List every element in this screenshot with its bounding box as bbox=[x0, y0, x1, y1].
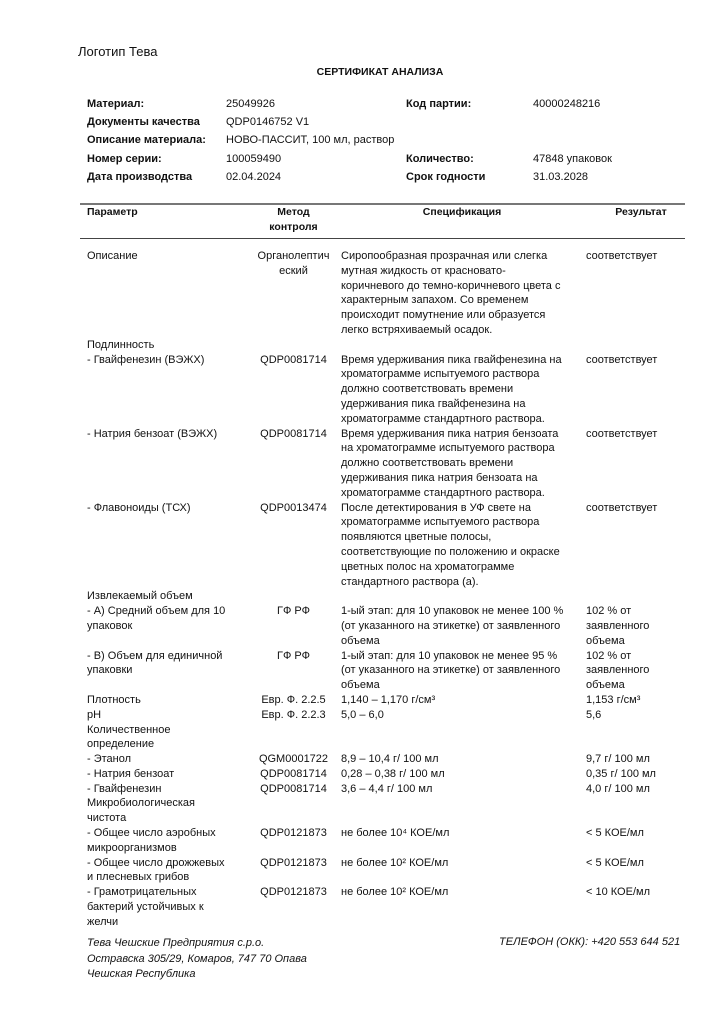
method-cell: QGM0001722 bbox=[258, 753, 329, 766]
meta-value: 02.04.2024 bbox=[226, 171, 282, 183]
method-cell: QDP0121873 bbox=[260, 886, 327, 899]
method-cell: QDP0013474 bbox=[260, 501, 327, 514]
specification-cell: 3,6 – 4,4 г/ 100 мл bbox=[341, 782, 433, 795]
specification-cell: не более 10² КОЕ/мл bbox=[341, 856, 449, 869]
result-cell: 9,7 г/ 100 мл bbox=[586, 753, 650, 766]
meta-row bbox=[87, 115, 687, 133]
table-row bbox=[80, 604, 696, 648]
method-cell bbox=[247, 723, 340, 753]
table-row bbox=[80, 723, 696, 753]
table-row bbox=[80, 856, 696, 886]
table-row bbox=[80, 767, 696, 782]
method-cell: Евр. Ф. 2.2.3 bbox=[261, 708, 326, 721]
logo-placeholder: Логотип Тева bbox=[78, 44, 158, 59]
table-row bbox=[80, 649, 696, 693]
table-row bbox=[80, 427, 696, 501]
meta-label: Материал: bbox=[87, 98, 145, 110]
parameter-cell: pH bbox=[87, 708, 102, 721]
parameter-cell: - Этанол bbox=[87, 753, 132, 766]
column-header-method: Метод контроля bbox=[269, 206, 318, 233]
method-cell bbox=[247, 589, 340, 604]
analysis-table bbox=[80, 205, 696, 930]
result-cell: < 5 КОЕ/мл bbox=[586, 827, 644, 840]
meta-value: 25049926 bbox=[226, 98, 275, 110]
method-cell: QDP0121873 bbox=[260, 827, 327, 840]
meta-label: Номер серии: bbox=[87, 153, 162, 165]
table-row bbox=[80, 501, 696, 590]
result-cell bbox=[583, 338, 696, 353]
method-cell: ГФ РФ bbox=[277, 649, 310, 662]
meta-row bbox=[87, 133, 687, 152]
meta-value: 40000248216 bbox=[533, 98, 601, 110]
table-row bbox=[80, 589, 696, 604]
address-line: Чешская Республика bbox=[87, 968, 196, 980]
company-address bbox=[87, 936, 307, 983]
specification-cell bbox=[340, 338, 583, 353]
parameter-cell: Описание bbox=[87, 250, 138, 262]
specification-cell bbox=[340, 589, 583, 604]
meta-label: Описание материала: bbox=[87, 134, 206, 146]
column-header-parameter: Параметр bbox=[87, 206, 138, 218]
table-row bbox=[80, 693, 696, 708]
specification-cell: не более 10⁴ КОЕ/мл bbox=[341, 827, 450, 840]
specification-cell: 1-ый этап: для 10 упаковок не менее 95 % (от указанного на этикетке) от заявленного объема bbox=[341, 649, 561, 692]
qc-phone: ТЕЛЕФОН (ОКК): +420 553 644 521 bbox=[499, 936, 681, 948]
parameter-cell: - Натрия бензоат (ВЭЖХ) bbox=[87, 427, 218, 440]
table-row bbox=[80, 826, 696, 856]
result-cell: 4,0 г/ 100 мл bbox=[586, 782, 650, 795]
parameter-cell: - Гвайфенезин (ВЭЖХ) bbox=[87, 353, 205, 366]
meta-row bbox=[87, 170, 687, 188]
result-cell: 0,35 г/ 100 мл bbox=[586, 767, 656, 780]
meta-label: Количество: bbox=[406, 153, 474, 165]
result-cell: 1,153 г/см³ bbox=[586, 693, 641, 706]
column-header-result: Результат bbox=[615, 206, 667, 218]
parameter-cell: - Грамотрицательных бактерий устойчивых к желчи bbox=[87, 886, 204, 928]
material-info bbox=[87, 97, 687, 188]
parameter-cell: - Гвайфенезин bbox=[87, 782, 162, 795]
table-row bbox=[80, 353, 696, 427]
method-cell bbox=[247, 796, 340, 826]
result-cell: < 5 КОЕ/мл bbox=[586, 856, 644, 869]
method-cell bbox=[247, 338, 340, 353]
method-cell: QDP0081714 bbox=[260, 427, 327, 440]
specification-cell bbox=[340, 723, 583, 753]
result-cell: соответствует bbox=[586, 353, 658, 366]
parameter-cell: - Флавоноиды (ТСХ) bbox=[87, 501, 191, 514]
parameter-cell: Микробиологическая чистота bbox=[87, 797, 195, 825]
specification-cell: 1-ый этап: для 10 упаковок не менее 100 % (от указанного на этикетке) от заявленного объема bbox=[341, 605, 564, 647]
table-row bbox=[80, 796, 696, 826]
meta-row bbox=[87, 152, 687, 170]
parameter-cell: - Общее число дрожжевых и плесневых грибов bbox=[87, 856, 225, 884]
meta-label: Дата производства bbox=[87, 171, 193, 183]
method-cell: ГФ РФ bbox=[277, 605, 310, 618]
specification-cell: После детектирования в УФ свете на хроматограмме испытуемого раствора появляются цветные полосы, соответствующие по положению и окраске цветных полос на хроматограмме стандартного раствора (а). bbox=[341, 501, 560, 588]
table-row bbox=[80, 752, 696, 767]
address-line: Остравска 305/29, Комаров, 747 70 Опава bbox=[87, 952, 307, 965]
result-cell bbox=[583, 796, 696, 826]
parameter-cell: - Общее число аэробных микроорганизмов bbox=[87, 827, 216, 854]
parameter-cell: Количественное определение bbox=[87, 723, 171, 751]
table-header-row bbox=[80, 205, 696, 238]
parameter-cell: Подлинность bbox=[87, 338, 155, 351]
result-cell: 5,6 bbox=[586, 708, 602, 721]
parameter-cell: - Натрия бензоат bbox=[87, 767, 175, 780]
result-cell bbox=[583, 589, 696, 604]
method-cell: QDP0081714 bbox=[260, 353, 327, 366]
meta-label: Документы качества bbox=[87, 116, 200, 128]
parameter-cell: Плотность bbox=[87, 693, 141, 706]
result-cell: соответствует bbox=[586, 501, 658, 514]
table-row bbox=[80, 338, 696, 353]
specification-cell: 0,28 – 0,38 г/ 100 мл bbox=[341, 767, 445, 780]
parameter-cell: - В) Объем для единичной упаковки bbox=[87, 649, 223, 677]
parameter-cell: Извлекаемый объем bbox=[87, 590, 193, 603]
meta-value: 47848 упаковок bbox=[533, 153, 612, 165]
table-row bbox=[80, 708, 696, 723]
method-cell: QDP0121873 bbox=[260, 856, 327, 869]
document-title: СЕРТИФИКАТ АНАЛИЗА bbox=[316, 66, 444, 78]
meta-value: 31.03.2028 bbox=[533, 171, 589, 183]
address-line: Тева Чешские Предприятия с.р.о. bbox=[87, 937, 265, 949]
result-cell: < 10 КОЕ/мл bbox=[586, 886, 650, 899]
meta-label: Срок годности bbox=[406, 171, 486, 183]
specification-cell: не более 10² КОЕ/мл bbox=[341, 886, 449, 899]
result-cell: 102 % от заявленного объема bbox=[586, 649, 650, 692]
method-cell: QDP0081714 bbox=[260, 767, 327, 780]
meta-value: 100059490 bbox=[226, 153, 282, 165]
specification-cell: Время удерживания пика натрия бензоата на хроматограмме испытуемого раствора должно соответствовать времени удерживания пика натрия бензоата на хроматограмме стандартного раствора. bbox=[341, 427, 559, 499]
specification-cell: 1,140 – 1,170 г/см³ bbox=[341, 693, 436, 706]
meta-value: QDP0146752 V1 bbox=[226, 116, 310, 128]
result-cell: соответствует bbox=[586, 427, 658, 440]
meta-label: Код партии: bbox=[406, 98, 472, 110]
column-header-specification: Спецификация bbox=[422, 206, 502, 218]
specification-cell: 8,9 – 10,4 г/ 100 мл bbox=[341, 753, 439, 766]
table-row bbox=[80, 249, 696, 338]
parameter-cell: - А) Средний объем для 10 упаковок bbox=[87, 605, 226, 632]
meta-row bbox=[87, 97, 687, 115]
result-cell: 102 % от заявленного объема bbox=[586, 605, 650, 647]
specification-cell bbox=[340, 796, 583, 826]
method-cell: Евр. Ф. 2.2.5 bbox=[261, 693, 326, 706]
specification-cell: Сиропообразная прозрачная или слегка мутная жидкость от красновато- коричневого до темно-коричневого цвета с характерным запахом. Со временем происходит помутнение или образуется легко встряхиваемый осадок. bbox=[341, 250, 561, 336]
method-cell: Органолептич еский bbox=[257, 250, 330, 277]
result-cell: соответствует bbox=[586, 250, 658, 262]
specification-cell: Время удерживания пика гвайфенезина на хроматограмме испытуемого раствора должно соответствовать времени удерживания пика гвайфенезина на хроматограмме стандартного раствора. bbox=[341, 353, 562, 425]
meta-value: НОВО-ПАССИТ, 100 мл, раствор bbox=[226, 134, 395, 146]
table-row bbox=[80, 885, 696, 929]
table-row bbox=[80, 782, 696, 797]
specification-cell: 5,0 – 6,0 bbox=[341, 708, 384, 721]
method-cell: QDP0081714 bbox=[260, 782, 327, 795]
result-cell bbox=[583, 723, 696, 753]
